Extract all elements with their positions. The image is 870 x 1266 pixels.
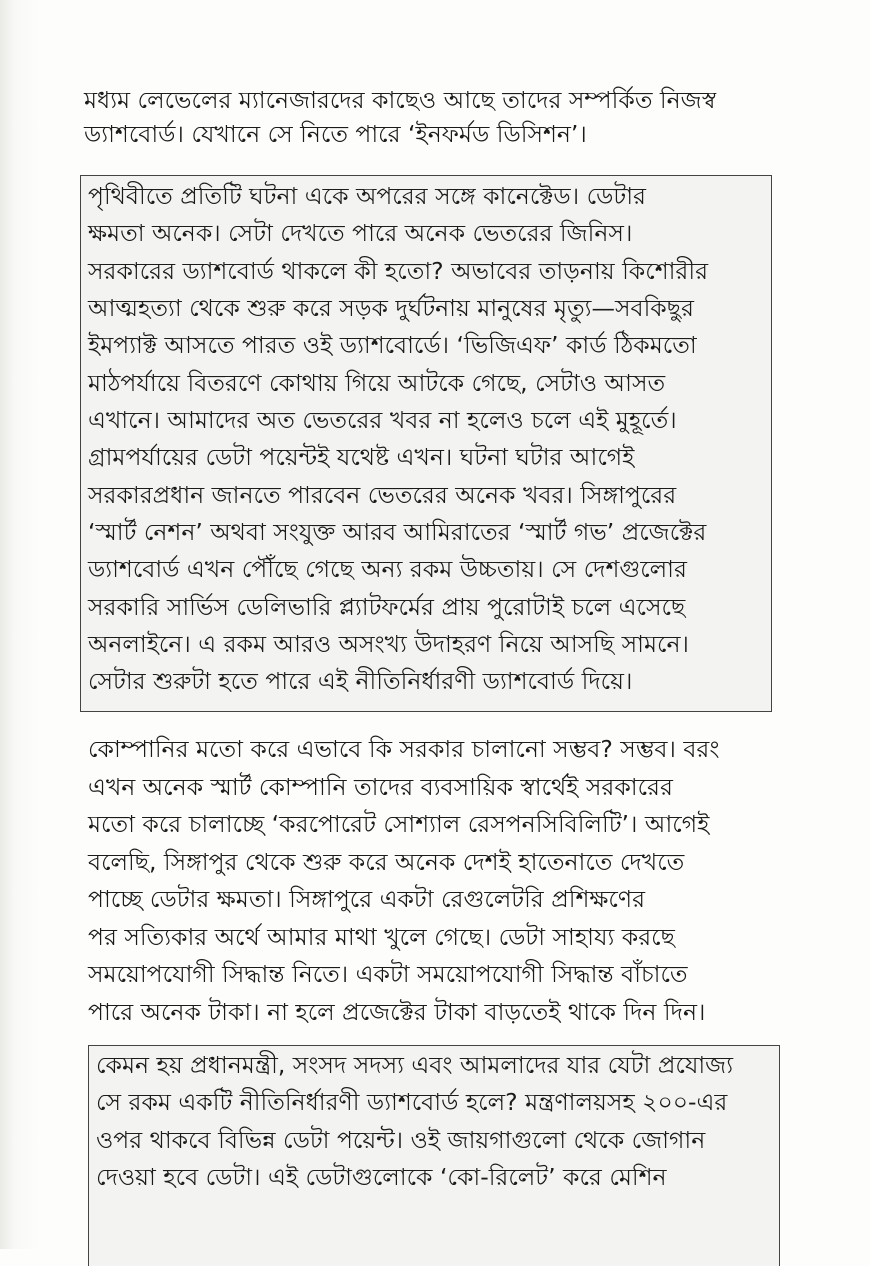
text-line: আত্মহত্যা থেকে শুরু করে সড়ক দুর্ঘটনায় মানুষের মৃত্যু—সবকিছুর xyxy=(88,294,694,322)
text-line: অনলাইনে। এ রকম আরও অসংখ্য উদাহরণ নিয়ে আসছি সামনে। xyxy=(88,630,689,658)
text-line: পর সত্যিকার অর্থে আমার মাথা খুলে গেছে। ডেটা সাহায্য করছে xyxy=(88,923,675,951)
text-line: সে রকম একটি নীতিনির্ধারণী ড্যাশবোর্ড হলে? মন্ত্রণালয়সহ ২০০-এর xyxy=(96,1088,728,1116)
text-line: এখন অনেক স্মার্ট কোম্পানি তাদের ব্যবসায়িক স্বার্থেই সরকারের xyxy=(88,773,673,801)
text-line: কোম্পানির মতো করে এভাবে কি সরকার চালানো সম্ভব? সম্ভব। বরং xyxy=(88,735,720,763)
text-line: ইমপ্যাক্ট আসতে পারত ওই ড্যাশবোর্ডে। ‘ভিজিএফ’ কার্ড ঠিকমতো xyxy=(88,331,697,359)
text-line: বলেছি, সিঙ্গাপুর থেকে শুরু করে অনেক দেশই হাতেনাতে দেখতে xyxy=(88,848,685,876)
text-line: সরকারপ্রধান জানতে পারবেন ভেতরের অনেক খবর। সিঙ্গাপুরের xyxy=(88,481,677,509)
text-line: মাঠপর্যায়ে বিতরণে কোথায় গিয়ে আটকে গেছে, সেটাও আসত xyxy=(88,369,666,397)
text-line: সরকারের ড্যাশবোর্ড থাকলে কী হতো? অভাবের তাড়নায় কিশোরীর xyxy=(88,257,708,285)
text-line: মতো করে চালাচ্ছে ‘করপোরেট সোশ্যাল রেসপনসিবিলিটি’। আগেই xyxy=(88,810,710,838)
text-line: ক্ষমতা অনেক। সেটা দেখতে পারে অনেক ভেতরের জিনিস। xyxy=(88,219,633,247)
text-line: ড্যাশবোর্ড এখন পৌঁছে গেছে অন্য রকম উচ্চতায়। সে দেশগুলোর xyxy=(88,555,687,583)
text-line: দেওয়া হবে ডেটা। এই ডেটাগুলোকে ‘কো-রিলেট’ করে মেশিন xyxy=(96,1163,667,1191)
text-line: সরকারি সার্ভিস ডেলিভারি প্ল্যাটফর্মের প্রায় পুরোটাই চলে এসেছে xyxy=(88,593,686,621)
text-line: পৃথিবীতে প্রতিটি ঘটনা একে অপরের সঙ্গে কানেক্টেড। ডেটার xyxy=(88,182,646,210)
text-line: পারে অনেক টাকা। না হলে প্রজেক্টের টাকা বাড়তেই থাকে দিন দিন। xyxy=(88,998,706,1026)
text-line: গ্রামপর্যায়ের ডেটা পয়েন্টই যথেষ্ট এখন। ঘটনা ঘটার আগেই xyxy=(88,443,635,471)
text-line: কেমন হয় প্রধানমন্ত্রী, সংসদ সদস্য এবং আমলাদের যার যেটা প্রযোজ্য xyxy=(96,1051,734,1079)
text-line: পাচ্ছে ডেটার ক্ষমতা। সিঙ্গাপুরে একটা রেগুলেটরি প্রশিক্ষণের xyxy=(88,885,645,913)
text-line: সময়োপযোগী সিদ্ধান্ত নিতে। একটা সময়োপযোগী সিদ্ধান্ত বাঁচাতে xyxy=(88,960,688,988)
text-line: মধ্যম লেভেলের ম্যানেজারদের কাছেও আছে তাদের সম্পর্কিত নিজস্ব xyxy=(84,86,716,114)
text-line: ‘স্মার্ট নেশন’ অথবা সংযুক্ত আরব আমিরাতের ‘স্মার্ট গভ’ প্রজেক্টের xyxy=(88,518,707,546)
text-line: সেটার শুরুটা হতে পারে এই নীতিনির্ধারণী ড্যাশবোর্ড দিয়ে। xyxy=(88,667,633,695)
text-line: এখানে। আমাদের অত ভেতরের খবর না হলেও চলে এই মুহূর্তে। xyxy=(88,406,677,434)
text-line: ড্যাশবোর্ড। যেখানে সে নিতে পারে ‘ইনফর্মড ডিসিশন’। xyxy=(84,120,587,148)
text-line: ওপর থাকবে বিভিন্ন ডেটা পয়েন্ট। ওই জায়গাগুলো থেকে জোগান xyxy=(96,1126,706,1154)
